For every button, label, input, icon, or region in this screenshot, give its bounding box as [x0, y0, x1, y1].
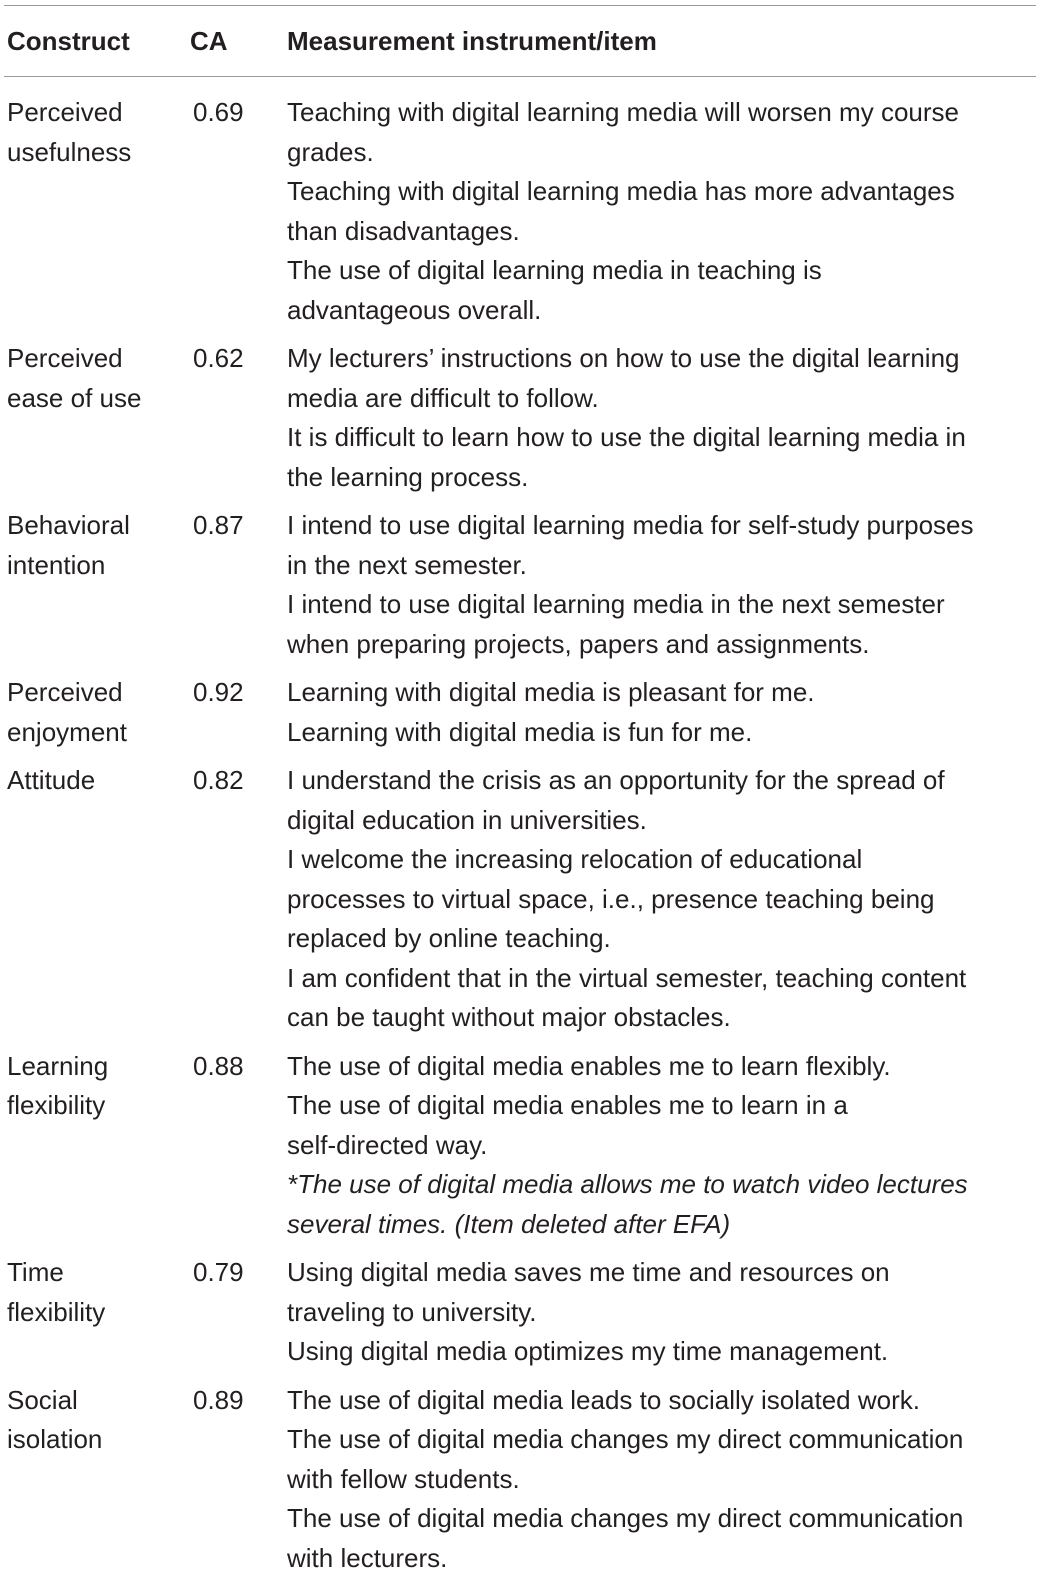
item-text-line: It is difficult to learn how to use the digital learning media in: [287, 418, 1040, 458]
measurement-item: [287, 1499, 1040, 1578]
item-text-line: can be taught without major obstacles.: [287, 998, 1040, 1038]
item-text-line: The use of digital media changes my direct communication: [287, 1420, 1040, 1460]
item-text-line: The use of digital media enables me to learn flexibly.: [287, 1047, 1040, 1087]
item-text-line: Teaching with digital learning media has more advantages: [287, 172, 1040, 212]
item-text-line: I understand the crisis as an opportunity for the spread of: [287, 761, 1040, 801]
measurement-item: [287, 1253, 1040, 1332]
item-text-line: advantageous overall.: [287, 291, 1040, 331]
items-cell: [287, 1253, 1040, 1372]
construct-label-line: Attitude: [7, 761, 190, 801]
table-row: [4, 339, 1040, 497]
construct-label-line: flexibility: [7, 1293, 190, 1333]
measurement-item: [287, 959, 1040, 1038]
construct-label-line: isolation: [7, 1420, 190, 1460]
items-cell: [287, 339, 1040, 497]
measurement-item: [287, 1332, 1040, 1372]
item-text-line: than disadvantages.: [287, 212, 1040, 252]
table-row: [4, 93, 1040, 330]
construct-label-line: Time: [7, 1253, 190, 1293]
item-text-line: The use of digital media changes my direct communication: [287, 1499, 1040, 1539]
construct-cell: [4, 506, 190, 585]
construct-label-line: Behavioral: [7, 506, 190, 546]
measurement-item: [287, 339, 1040, 418]
construct-label-line: Perceived: [7, 339, 190, 379]
construct-label-line: Perceived: [7, 93, 190, 133]
ca-value: 0.62: [190, 339, 287, 379]
items-cell: [287, 1047, 1040, 1245]
ca-value: 0.87: [190, 506, 287, 546]
construct-cell: [4, 1253, 190, 1332]
item-text-line: I intend to use digital learning media for self-study purposes: [287, 506, 1040, 546]
header-construct: Construct: [4, 26, 190, 57]
item-text-line: with lecturers.: [287, 1539, 1040, 1578]
header-ca: CA: [190, 26, 287, 57]
item-text-line: The use of digital media enables me to learn in a: [287, 1086, 1040, 1126]
measurement-item: [287, 506, 1040, 585]
measurement-item: [287, 1047, 1040, 1087]
header-items: Measurement instrument/item: [287, 26, 1036, 57]
item-text-line: the learning process.: [287, 458, 1040, 498]
measurement-item: [287, 1420, 1040, 1499]
items-cell: [287, 1381, 1040, 1578]
construct-label-line: ease of use: [7, 379, 190, 419]
item-text-line: in the next semester.: [287, 546, 1040, 586]
measurement-item: [287, 673, 1040, 713]
item-text-line: I welcome the increasing relocation of educational: [287, 840, 1040, 880]
construct-cell: [4, 1381, 190, 1460]
item-text-line: The use of digital media leads to socially isolated work.: [287, 1381, 1040, 1421]
construct-cell: [4, 1047, 190, 1126]
measurement-item: [287, 251, 1040, 330]
table-row: [4, 1381, 1040, 1578]
measurement-item: [287, 1086, 1040, 1165]
ca-value: 0.88: [190, 1047, 287, 1087]
table-header-row: [4, 6, 1036, 77]
item-text-line: I intend to use digital learning media in the next semester: [287, 585, 1040, 625]
measurement-item: [287, 840, 1040, 959]
construct-label-line: Learning: [7, 1047, 190, 1087]
item-text-line: self-directed way.: [287, 1126, 1040, 1166]
item-text-line: *The use of digital media allows me to watch video lectures: [287, 1165, 1040, 1205]
item-text-line: Learning with digital media is pleasant for me.: [287, 673, 1040, 713]
measurement-item: [287, 93, 1040, 172]
item-text-line: several times. (Item deleted after EFA): [287, 1205, 1040, 1245]
table-row: [4, 673, 1040, 752]
item-text-line: The use of digital learning media in teaching is: [287, 251, 1040, 291]
table-row: [4, 1253, 1040, 1372]
ca-value: 0.92: [190, 673, 287, 713]
ca-value: 0.69: [190, 93, 287, 133]
measurement-table: [4, 0, 1040, 1578]
measurement-item: [287, 585, 1040, 664]
construct-cell: [4, 673, 190, 752]
ca-value: 0.79: [190, 1253, 287, 1293]
item-text-line: Teaching with digital learning media will worsen my course: [287, 93, 1040, 133]
item-text-line: when preparing projects, papers and assignments.: [287, 625, 1040, 665]
measurement-item: [287, 713, 1040, 753]
items-cell: [287, 761, 1040, 1038]
items-cell: [287, 506, 1040, 664]
ca-value: 0.89: [190, 1381, 287, 1421]
measurement-item: [287, 1381, 1040, 1421]
construct-label-line: enjoyment: [7, 713, 190, 753]
construct-label-line: intention: [7, 546, 190, 586]
table-row: [4, 506, 1040, 664]
construct-label-line: Social: [7, 1381, 190, 1421]
item-text-line: Using digital media saves me time and resources on: [287, 1253, 1040, 1293]
construct-label-line: flexibility: [7, 1086, 190, 1126]
item-text-line: processes to virtual space, i.e., presence teaching being: [287, 880, 1040, 920]
item-text-line: traveling to university.: [287, 1293, 1040, 1333]
construct-label-line: Perceived: [7, 673, 190, 713]
item-text-line: digital education in universities.: [287, 801, 1040, 841]
item-text-line: Learning with digital media is fun for me.: [287, 713, 1040, 753]
measurement-item: [287, 761, 1040, 840]
item-text-line: grades.: [287, 133, 1040, 173]
construct-label-line: usefulness: [7, 133, 190, 173]
table-row: [4, 1047, 1040, 1245]
item-text-line: replaced by online teaching.: [287, 919, 1040, 959]
item-text-line: with fellow students.: [287, 1460, 1040, 1500]
construct-cell: [4, 339, 190, 418]
ca-value: 0.82: [190, 761, 287, 801]
item-text-line: media are difficult to follow.: [287, 379, 1040, 419]
item-text-line: My lecturers’ instructions on how to use the digital learning: [287, 339, 1040, 379]
deleted-item: [287, 1165, 1040, 1244]
item-text-line: I am confident that in the virtual semester, teaching content: [287, 959, 1040, 999]
items-cell: [287, 93, 1040, 330]
construct-cell: [4, 93, 190, 172]
items-cell: [287, 673, 1040, 752]
item-text-line: Using digital media optimizes my time management.: [287, 1332, 1040, 1372]
construct-cell: [4, 761, 190, 801]
measurement-item: [287, 418, 1040, 497]
table-body: [4, 77, 1040, 1578]
measurement-item: [287, 172, 1040, 251]
table-row: [4, 761, 1040, 1038]
